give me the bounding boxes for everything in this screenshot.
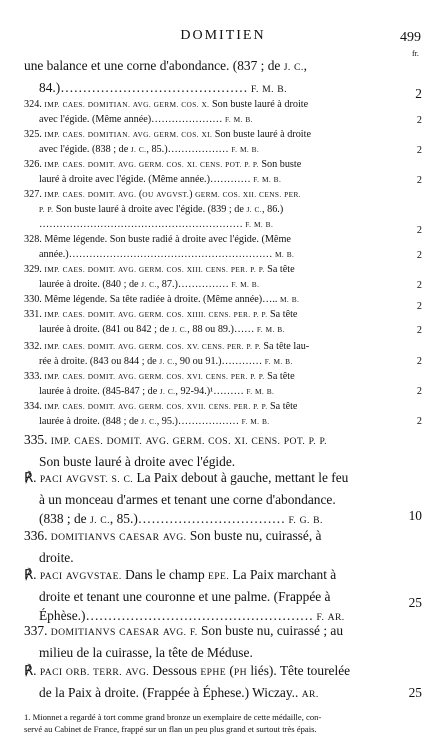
entry-line: Éphèse.)…………………………………………… F. AR. [39, 608, 345, 623]
entry-quantity: 2 [416, 356, 422, 367]
entry-line: 336. DOMITIANVS CAESAR AVG. Son buste nu, cuirassé, à [24, 528, 322, 543]
entry-quantity: 2 [416, 145, 422, 156]
entry-line: …………………………………………………… F. M. B. [39, 219, 274, 230]
catalogue-entry [24, 526, 390, 567]
entry-quantity: 2 [416, 416, 422, 427]
entry-line: laurée à droite. (845-847 ; de J. C., 92-94.)¹……… F. M. B. [39, 386, 275, 397]
entry-line: rée à droite. (843 ou 844 ; de J. C., 90 ou 91.)………… F. M. B. [39, 356, 293, 367]
catalogue-entry [24, 565, 390, 628]
entry-line: laurée à droite. (840 ; de J. C., 87.)…………… F. M. B. [39, 279, 260, 290]
entry-line: (838 ; de J. C., 85.)…………………………… F. G. B. [39, 511, 323, 526]
unit-label: fr. [412, 49, 419, 58]
entry-line: droite. [39, 549, 74, 565]
entry-line: 331. IMP. CAES. DOMIT. AVG. GERM. COS. XIIII. CENS. PER. P. P. Sa tête [24, 309, 298, 320]
entry-line: Son buste lauré à droite avec l'égide. [39, 453, 236, 469]
entry-quantity: 2 [415, 86, 422, 101]
entry-line: 330. Même légende. Sa tête radiée à droite. (Même année)….. M. B. [24, 294, 300, 305]
catalogue-entry [24, 468, 390, 531]
entry-quantity: 2 [416, 386, 422, 397]
entry-line: 84.)…………………………………… F. M. B. [39, 79, 287, 95]
entry-line: 334. IMP. CAES. DOMIT. AVG. GERM. COS. XVII. CENS. PER. P. P. Sa tête [24, 401, 298, 412]
entry-line: lauré à droite avec l'égide. (Même année.)………… F. M. B. [39, 174, 282, 185]
catalogue-entry [24, 621, 390, 662]
catalogue-entry [24, 339, 390, 369]
entry-line: 325. IMP. CAES. DOMITIAN. AVG. GERM. COS. XI. Son buste lauré à droite [24, 129, 311, 140]
entry-line: 328. Même légende. Son buste radié à droite avec l'égide. (Même [24, 234, 291, 245]
entry-quantity: 10 [408, 508, 422, 523]
entry-line: ℟. PACI AVGVST. S. C. La Paix debout à gauche, mettant le feu [24, 470, 349, 485]
entry-line: 329. IMP. CAES. DOMIT. AVG. GERM. COS. XIII. CENS. PER. P. P. Sa tête [24, 264, 295, 275]
entry-line: une balance et une corne d'abondance. (837 ; de J. C., [24, 58, 308, 73]
entry-quantity: 2 [416, 225, 422, 236]
entry-quantity: 2 [416, 280, 422, 291]
entry-line: ℟. PACI ORB. TERR. AVG. Dessous EPHE (PH liés). Tête tourelée [24, 663, 351, 678]
catalogue-entry [24, 127, 390, 157]
entry-line: année.)…………………………………………………… M. B. [39, 249, 295, 260]
entry-quantity: 2 [416, 115, 422, 126]
entry-quantity: 2 [416, 175, 422, 186]
entry-line: milieu de la cuirasse, la tête de Méduse. [39, 644, 253, 660]
entry-quantity: 2 [416, 301, 422, 312]
entry-quantity: 25 [408, 685, 422, 700]
catalogue-entry [24, 56, 390, 99]
catalogue-entry [24, 157, 390, 187]
footnote-line: 1. Mionnet a regardé à tort comme grand bronze un exemplaire de cette médaille, con- [24, 712, 322, 722]
entry-line: 324. IMP. CAES. DOMITIAN. AVG. GERM. COS. X. Son buste lauré à droite [24, 99, 309, 110]
entry-line: ℟. PACI AVGVSTAE. Dans le champ EPE. La Paix marchant à [24, 567, 337, 582]
entry-line: 327. IMP. CAES. DOMIT. AVG. (OU AVGVST.) GERM. COS. XII. CENS. PER. [24, 189, 302, 200]
entry-line: 332. IMP. CAES. DOMIT. AVG. GERM. COS. XV. CENS. PER. P. P. Sa tête lau- [24, 341, 310, 352]
catalogue-entry [24, 307, 390, 337]
page-number: 499 [400, 30, 421, 45]
entry-line: laurée à droite. (841 ou 842 ; de J. C., 88 ou 89.)…… F. M. B. [39, 324, 285, 335]
catalogue-entry [24, 399, 390, 429]
entry-quantity: 2 [416, 250, 422, 261]
catalogue-entry [24, 292, 390, 307]
entry-line: 337. DOMITIANVS CAESAR AVG. F. Son buste nu, cuirassé ; au [24, 623, 344, 638]
entry-line: 326. IMP. CAES. DOMIT. AVG. GERM. COS. XI. CENS. POT. P. P. Son buste [24, 159, 302, 170]
entry-line: avec l'égide. (838 ; de J. C., 85.)……………… F. M. B. [39, 144, 260, 155]
catalogue-entry [24, 97, 390, 127]
entry-quantity: 25 [408, 595, 422, 610]
entry-line: droite et tenant une couronne et une palme. (Frappée à [39, 588, 331, 604]
entry-line: 333. IMP. CAES. DOMIT. AVG. GERM. COS. XVI. CENS. PER. P. P. Sa tête [24, 371, 295, 382]
entry-line: 335. IMP. CAES. DOMIT. AVG. GERM. COS. XI. CENS. POT. P. P. [24, 432, 327, 447]
footnote-line: servé au Cabinet de France, frappé sur un flan un peu plus grand et surtout très épais. [24, 724, 317, 734]
page-title: DOMITIEN [180, 28, 266, 43]
catalogue-entry [24, 430, 390, 471]
catalogue-entry [24, 661, 390, 704]
entry-line: avec l'égide. (Même année)………………… F. M. B. [39, 114, 253, 125]
entry-line: laurée à droite. (848 ; de J. C., 95.)……………… F. M. B. [39, 416, 270, 427]
catalogue-entry [24, 262, 390, 292]
entry-line: à un monceau d'armes et tenant une corne d'abondance. [39, 491, 336, 507]
footnote [24, 711, 424, 735]
catalogue-entry [24, 187, 390, 232]
entry-line: P. P. Son buste lauré à droite avec l'égide. (839 ; de J. C., 86.) [39, 204, 284, 215]
entry-line: de la Paix à droite. (Frappée à Éphese.) Wiczay.. AR. [39, 684, 319, 700]
entry-quantity: 2 [416, 325, 422, 336]
catalogue-entry [24, 369, 390, 399]
catalogue-entry [24, 232, 390, 262]
